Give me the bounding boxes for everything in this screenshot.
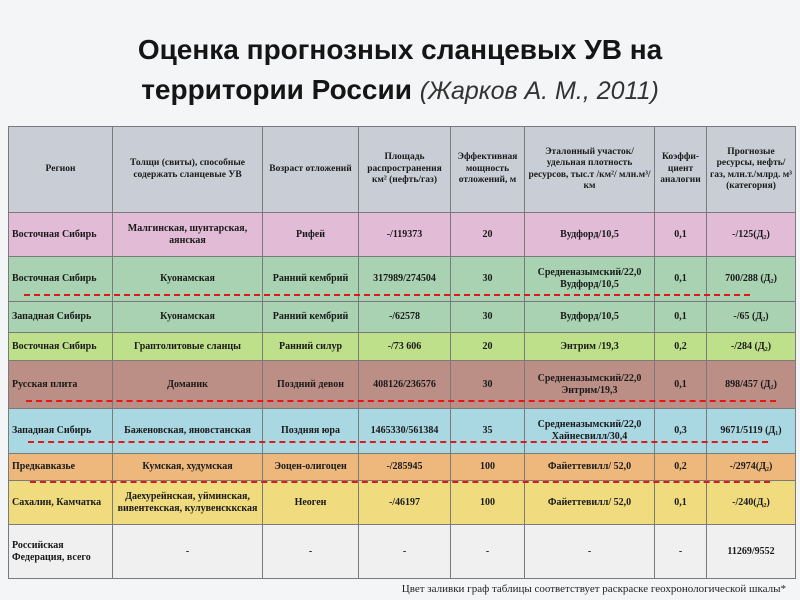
title-line-2 xyxy=(0,70,800,111)
cell-thickness: 20 xyxy=(451,333,525,361)
cell-thickness: 100 xyxy=(451,454,525,481)
dashed-separator xyxy=(26,400,776,402)
title-line-1: Оценка прогнозных сланцевых УВ на xyxy=(137,34,663,65)
cell-reference: Энтрим /19,3 xyxy=(525,333,655,361)
cell-strata: Граптолитовые сланцы xyxy=(113,333,263,361)
title-territory: территории России xyxy=(141,74,412,105)
cell-region: Восточная Сибирь xyxy=(9,213,113,257)
header-strata: Толщи (свиты), способные содержать сланцевые УВ xyxy=(113,127,263,213)
cell-area: -/46197 xyxy=(359,481,451,525)
cell-thickness: 35 xyxy=(451,409,525,454)
cell-reference: Средненазымский/22,0 Вудфорд/10,5 xyxy=(525,257,655,302)
cell-coef: 0,1 xyxy=(655,213,707,257)
header-area: Площадь распространения км² (нефть/газ) xyxy=(359,127,451,213)
cell-region: Западная Сибирь xyxy=(9,409,113,454)
cell-age: Ранний силур xyxy=(263,333,359,361)
table-row xyxy=(9,333,796,361)
cell-area: -/62578 xyxy=(359,302,451,333)
cell-reference: Средненазымский/22,0 Хайнесвилл/30,4 xyxy=(525,409,655,454)
cell-thickness: 30 xyxy=(451,302,525,333)
cell-age: Рифей xyxy=(263,213,359,257)
cell-strata: Малгинская, шунтарская, аянская xyxy=(113,213,263,257)
dashed-separator xyxy=(24,294,750,296)
table-row xyxy=(9,454,796,481)
cell-strata: Даехурейнская, уйминская, вивентекская, кулувенсккская xyxy=(113,481,263,525)
resources-table xyxy=(8,126,796,579)
cell-coef: 0,2 xyxy=(655,333,707,361)
cell-area: - xyxy=(359,525,451,579)
cell-strata: Куонамская xyxy=(113,257,263,302)
cell-reference: Вудфорд/10,5 xyxy=(525,213,655,257)
header-region: Регион xyxy=(9,127,113,213)
header-age: Возраст отложений xyxy=(263,127,359,213)
table-row xyxy=(9,213,796,257)
table-row xyxy=(9,481,796,525)
cell-region: Российская Федерация, всего xyxy=(9,525,113,579)
cell-age: - xyxy=(263,525,359,579)
cell-resources: -/240(Д₂) xyxy=(707,481,796,525)
cell-reference: Файеттевилл/ 52,0 xyxy=(525,481,655,525)
cell-region: Сахалин, Камчатка xyxy=(9,481,113,525)
cell-region: Русская плита xyxy=(9,361,113,409)
cell-thickness: 30 xyxy=(451,257,525,302)
table-row xyxy=(9,409,796,454)
title-author: (Жарков А. М., 2011) xyxy=(419,77,659,105)
dashed-separator xyxy=(28,441,768,443)
cell-coef: 0,1 xyxy=(655,302,707,333)
cell-region: Предкавказье xyxy=(9,454,113,481)
cell-age: Неоген xyxy=(263,481,359,525)
cell-area: -/73 606 xyxy=(359,333,451,361)
cell-age: Эоцен-олигоцен xyxy=(263,454,359,481)
slide-title xyxy=(0,30,800,111)
cell-resources: 898/457 (Д₂) xyxy=(707,361,796,409)
cell-region: Восточная Сибирь xyxy=(9,333,113,361)
cell-area: 317989/274504 xyxy=(359,257,451,302)
cell-resources: -/2974(Д₂) xyxy=(707,454,796,481)
table-row xyxy=(9,525,796,579)
cell-age: Поздняя юра xyxy=(263,409,359,454)
cell-thickness: 30 xyxy=(451,361,525,409)
header-resources: Прогнозые ресурсы, нефть/газ, млн.т./млрд. м³ (категория) xyxy=(707,127,796,213)
cell-strata: Кумская, худумская xyxy=(113,454,263,481)
cell-thickness: - xyxy=(451,525,525,579)
cell-reference: - xyxy=(525,525,655,579)
cell-reference: Вудфорд/10,5 xyxy=(525,302,655,333)
header-coef: Коэффи- циент аналогии xyxy=(655,127,707,213)
cell-resources: 9671/5119 (Д₁) xyxy=(707,409,796,454)
cell-region: Восточная Сибирь xyxy=(9,257,113,302)
cell-strata: Доманик xyxy=(113,361,263,409)
cell-strata: Баженовская, яновстанская xyxy=(113,409,263,454)
dashed-separator xyxy=(30,481,770,483)
cell-age: Поздний девон xyxy=(263,361,359,409)
cell-coef: - xyxy=(655,525,707,579)
table-row xyxy=(9,302,796,333)
cell-resources: -/65 (Д₂) xyxy=(707,302,796,333)
cell-area: 408126/236576 xyxy=(359,361,451,409)
footnote: Цвет заливки граф таблицы соответствует раскраске геохронологической шкалы* xyxy=(401,583,786,595)
cell-area: -/119373 xyxy=(359,213,451,257)
cell-thickness: 20 xyxy=(451,213,525,257)
cell-coef: 0,3 xyxy=(655,409,707,454)
cell-region: Западная Сибирь xyxy=(9,302,113,333)
cell-coef: 0,2 xyxy=(655,454,707,481)
cell-area: 1465330/561384 xyxy=(359,409,451,454)
cell-reference: Средненазымский/22,0 Энтрим/19,3 xyxy=(525,361,655,409)
header-thickness: Эффективная мощность отложений, м xyxy=(451,127,525,213)
cell-resources: 11269/9552 xyxy=(707,525,796,579)
cell-coef: 0,1 xyxy=(655,481,707,525)
cell-age: Ранний кембрий xyxy=(263,257,359,302)
cell-resources: -/284 (Д₂) xyxy=(707,333,796,361)
cell-area: -/285945 xyxy=(359,454,451,481)
cell-reference: Файеттевилл/ 52,0 xyxy=(525,454,655,481)
cell-thickness: 100 xyxy=(451,481,525,525)
cell-age: Ранний кембрий xyxy=(263,302,359,333)
header-row xyxy=(9,127,796,213)
header-reference: Эталонный участок/ удельная плотность ресурсов, тыс.т /км²/ млн.м³/км xyxy=(525,127,655,213)
cell-coef: 0,1 xyxy=(655,361,707,409)
cell-strata: Куонамская xyxy=(113,302,263,333)
cell-resources: -/125(Д₂) xyxy=(707,213,796,257)
cell-resources: 700/288 (Д₂) xyxy=(707,257,796,302)
cell-strata: - xyxy=(113,525,263,579)
cell-coef: 0,1 xyxy=(655,257,707,302)
